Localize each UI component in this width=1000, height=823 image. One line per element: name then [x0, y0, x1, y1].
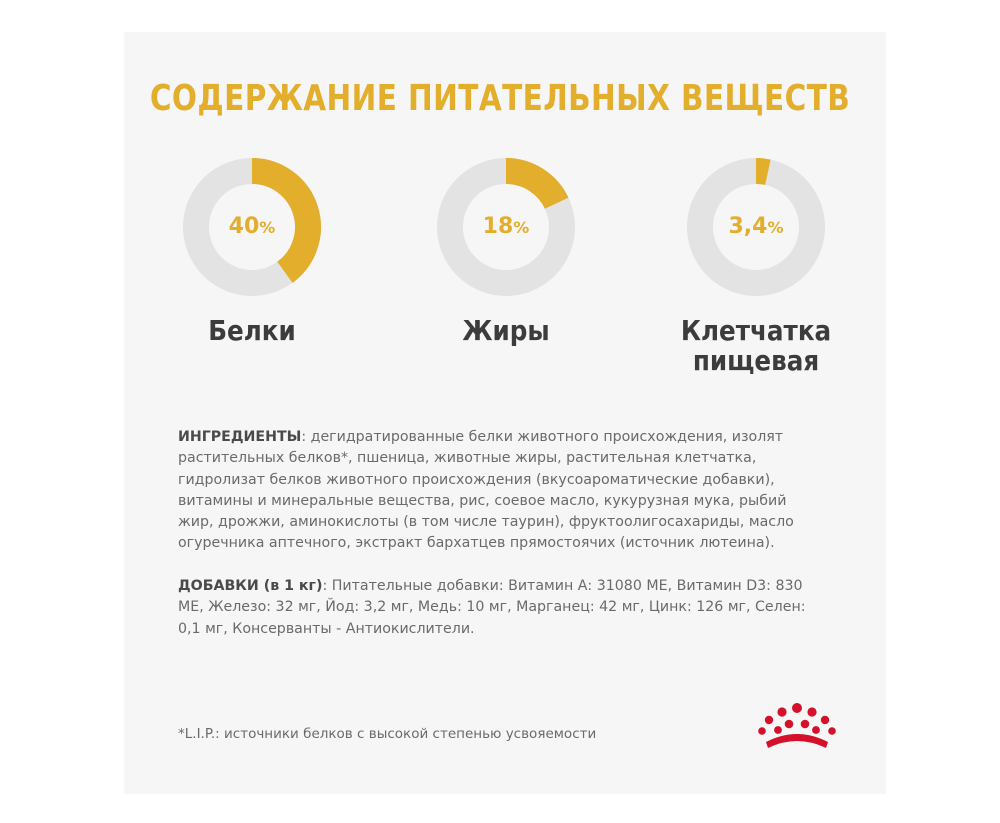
donut-fat: [431, 152, 581, 302]
additives-paragraph: [178, 576, 818, 640]
nutrient-label-line: пищевая: [692, 344, 820, 377]
ingredients-heading: ИНГРЕДИЕНТЫ: [178, 429, 302, 445]
nutrient-label-fat: Жиры: [462, 314, 550, 347]
nutrient-label-line: Клетчатка: [680, 314, 832, 347]
nutrient-label-protein: Белки: [208, 314, 296, 347]
percent-value: 3,4%: [728, 214, 784, 239]
percent-value: 18%: [482, 214, 530, 239]
donut-fiber: [681, 152, 831, 302]
page-title: СОДЕРЖАНИЕ ПИТАТЕЛЬНЫХ ВЕЩЕСТВ: [149, 78, 851, 119]
donut-protein: [177, 152, 327, 302]
nutrient-label-fiber: [659, 316, 853, 376]
additives-text: : Питательные добавки: Витамин А: 31080 МЕ, Витамин D3: 830 МЕ, Железо: 32 мг, Йод: 3,2 мг, Медь: 10 мг, Марганец: 42 мг, Цинк: 126 мг, Селен: 0,1 мг, Консерванты - Антиокислители.: [178, 578, 806, 637]
footnote: *L.I.P.: источники белков с высокой степенью усвояемости: [178, 726, 597, 742]
ingredients-paragraph: [178, 427, 818, 555]
additives-heading: ДОБАВКИ (в 1 кг): [178, 578, 323, 594]
ingredients-text: : дегидратированные белки животного происхождения, изолят растительных белков*, пшеница, животные жиры, растительная клетчатка, гидролизат белков животного происхождения (вкусоароматические добавки), витамины и минеральные вещества, рис, соевое масло, кукурузная мука, рыбий жир, дрожжи, аминокислоты (в том числе таурин), фруктоолигосахариды, масло огуречника аптечного, экстракт бархатцев прямостоячих (источник лютеина).: [178, 429, 794, 552]
infographic-card: [124, 32, 886, 794]
percent-value: 40%: [228, 214, 276, 239]
royal-canin-crown-icon: [756, 702, 838, 756]
